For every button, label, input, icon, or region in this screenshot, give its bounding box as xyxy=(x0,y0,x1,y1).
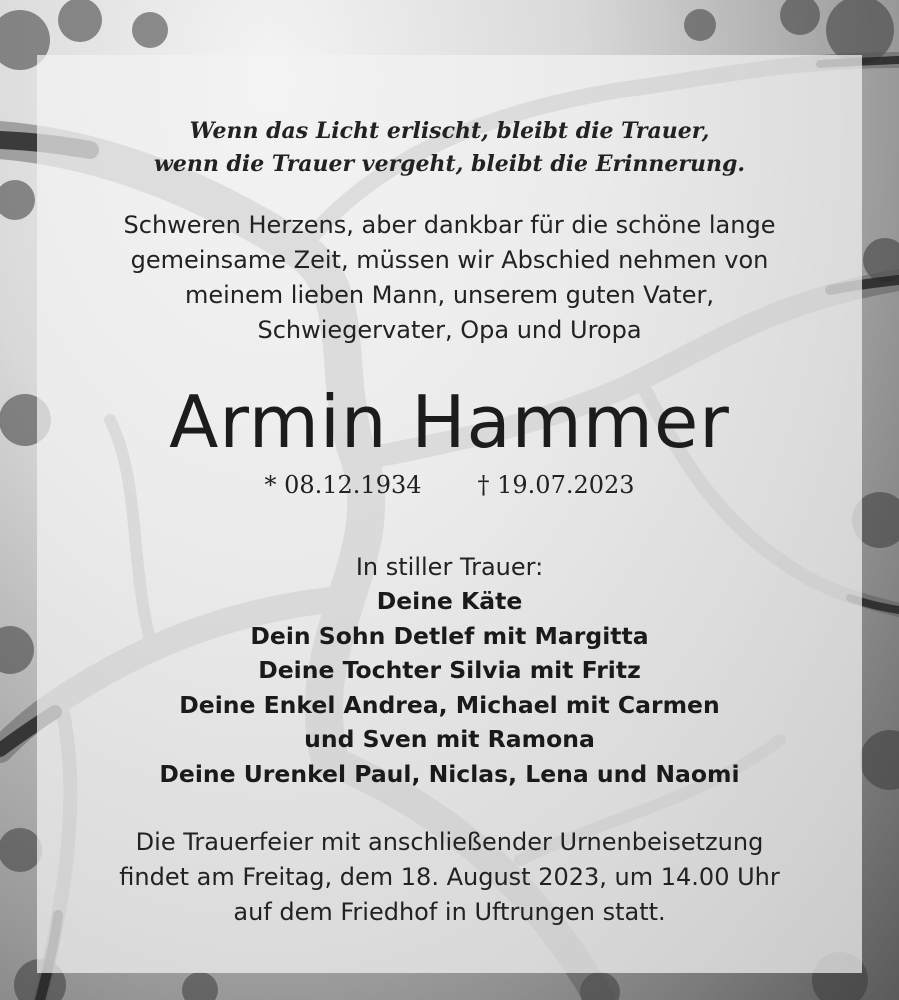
mourner-line: Dein Sohn Detlef mit Margitta xyxy=(250,621,649,650)
deceased-name: Armin Hammer xyxy=(169,380,730,464)
service-line: findet am Freitag, dem 18. August 2023, um 14.00 Uhr xyxy=(119,863,780,891)
death-date: † 19.07.2023 xyxy=(477,471,635,499)
life-dates xyxy=(0,468,899,502)
service-line: auf dem Friedhof in Uftrungen statt. xyxy=(233,898,666,926)
mourner-line: Deine Käte xyxy=(376,587,523,615)
birth-date: * 08.12.1934 xyxy=(264,471,422,499)
mourner-line: Deine Tochter Silvia mit Fritz xyxy=(258,656,641,685)
service-line: Die Trauerfeier mit anschließender Urnenbeisetzung xyxy=(135,828,764,856)
intro-line: Schweren Herzens, aber dankbar für die schöne lange xyxy=(123,211,776,239)
intro-text xyxy=(0,208,899,348)
mourner-line: Deine Urenkel Paul, Niclas, Lena und Naomi xyxy=(159,759,740,788)
motto-line: Wenn das Licht erlischt, bleibt die Trauer, xyxy=(189,118,710,144)
mourners-list xyxy=(0,584,899,792)
mourner-line: Deine Enkel Andrea, Michael mit Carmen xyxy=(179,690,720,719)
mourner-line: und Sven mit Ramona xyxy=(304,725,595,754)
intro-line: meinem lieben Mann, unserem guten Vater, xyxy=(184,281,715,309)
motto-quote xyxy=(0,115,899,181)
motto-line: wenn die Trauer vergeht, bleibt die Erinnerung. xyxy=(153,151,746,177)
intro-line: Schwiegervater, Opa und Uropa xyxy=(257,316,642,344)
mourners-heading: In stiller Trauer: xyxy=(355,553,544,581)
funeral-service-info xyxy=(0,825,899,930)
intro-line: gemeinsame Zeit, müssen wir Abschied nehmen von xyxy=(130,246,769,274)
